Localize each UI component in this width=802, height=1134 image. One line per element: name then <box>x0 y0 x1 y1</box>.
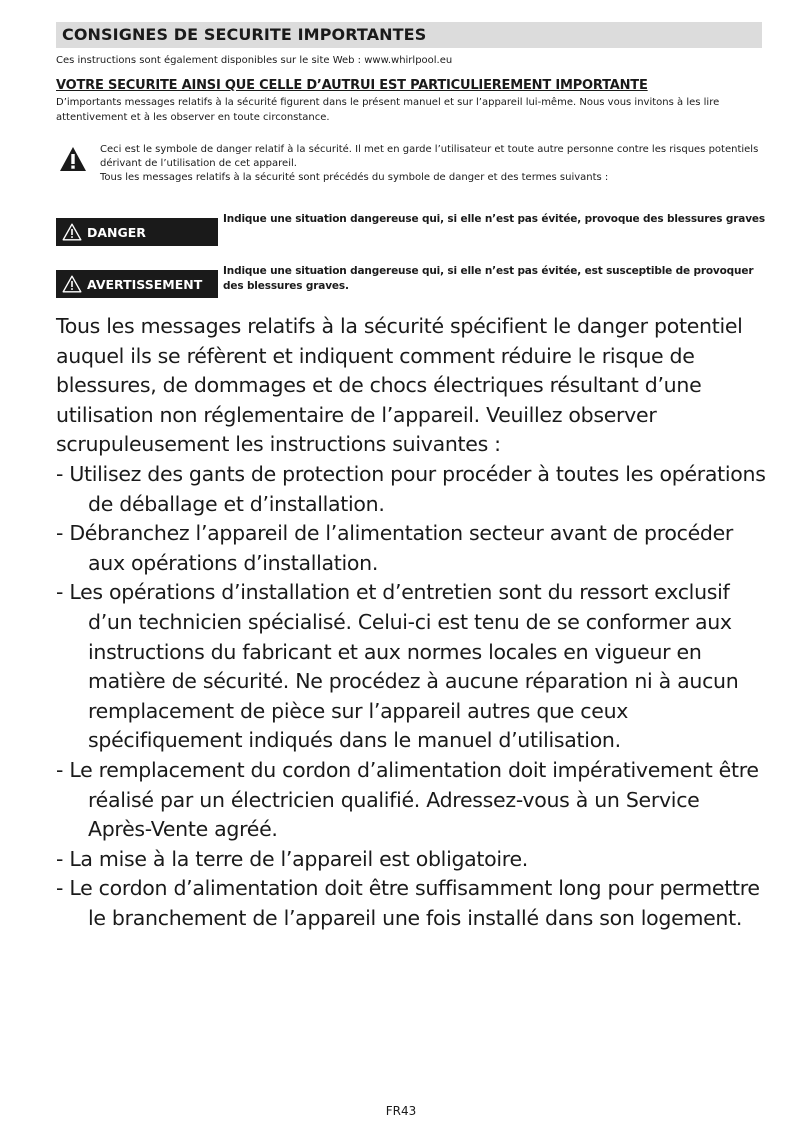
avertissement-description: Indique une situation dangereuse qui, si elle n’est pas évitée, est susceptible de provoquer des blessures graves. <box>223 265 754 292</box>
list-item: - Utilisez des gants de protection pour procéder à toutes les opérations de déballage et d’installation. <box>56 461 766 516</box>
safety-instructions <box>56 312 768 933</box>
avertissement-label-text: AVERTISSEMENT <box>87 276 203 292</box>
warning-triangle-icon <box>62 275 82 293</box>
warning-triangle-icon <box>62 223 82 241</box>
danger-label <box>56 218 218 246</box>
list-item: - Débranchez l’appareil de l’alimentation secteur avant de procéder aux opérations d’installation. <box>56 521 734 575</box>
safety-heading: VOTRE SECURITE AINSI QUE CELLE D’AUTRUI EST PARTICULIEREMENT IMPORTANTE <box>56 78 648 93</box>
list-item: - Le remplacement du cordon d’alimentation doit impérativement être réalisé par un électricien qualifié. Adressez-vous à un Service Après-Vente agréé. <box>56 757 759 842</box>
symbol-explanation <box>100 143 768 185</box>
danger-label-text: DANGER <box>87 224 146 240</box>
safety-intro: D’importants messages relatifs à la sécurité figurent dans le présent manuel et sur l’appareil lui-même. Nous vous invitons à les lire attentivement et à les observer en toute circonstance. <box>56 97 720 123</box>
main-paragraph: Tous les messages relatifs à la sécurité spécifient le danger potentiel auquel ils se réfèrent et indiquent comment réduire le risque de blessures, de dommages et de chocs électriques résultant d’une utilisation non réglementaire de l’appareil. Veuillez observer scrupuleusement les instructions suivantes : <box>56 314 743 457</box>
symbol-text-1: Ceci est le symbole de danger relatif à la sécurité. Il met en garde l’utilisateur et toute autre personne contre les risques potentiels dérivant de l’utilisation de cet appareil. <box>100 144 759 169</box>
warning-triangle-icon <box>59 146 87 176</box>
list-item: - Les opérations d’installation et d’entretien sont du ressort exclusif d’un technicien spécialisé. Celui-ci est tenu de se conformer aux instructions du fabricant et aux normes locales en vigueur en matière de sécurité. Ne procédez à aucune réparation ni à aucun remplacement de pièce sur l’appareil autres que ceux spécifiquement indiqués dans le manuel d’utilisation. <box>56 580 739 753</box>
symbol-text-2: Tous les messages relatifs à la sécurité sont précédés du symbole de danger et des termes suivants : <box>100 172 609 183</box>
web-availability-notice: Ces instructions sont également disponibles sur le site Web : www.whirlpool.eu <box>56 55 453 66</box>
list-item: - La mise à la terre de l’appareil est obligatoire. <box>56 846 529 871</box>
danger-description: Indique une situation dangereuse qui, si elle n’est pas évitée, provoque des blessures graves <box>223 213 765 225</box>
page-number: FR43 <box>385 1104 417 1118</box>
list-item: - Le cordon d’alimentation doit être suffisamment long pour permettre le branchement de l’appareil une fois installé dans son logement. <box>56 876 760 930</box>
document-page <box>56 22 768 933</box>
signal-avertissement <box>56 264 768 298</box>
avertissement-label <box>56 270 218 298</box>
section-title: CONSIGNES DE SECURITE IMPORTANTES <box>56 22 762 48</box>
instruction-list <box>56 460 768 934</box>
danger-symbol-block <box>56 143 768 193</box>
signal-danger <box>56 212 768 246</box>
